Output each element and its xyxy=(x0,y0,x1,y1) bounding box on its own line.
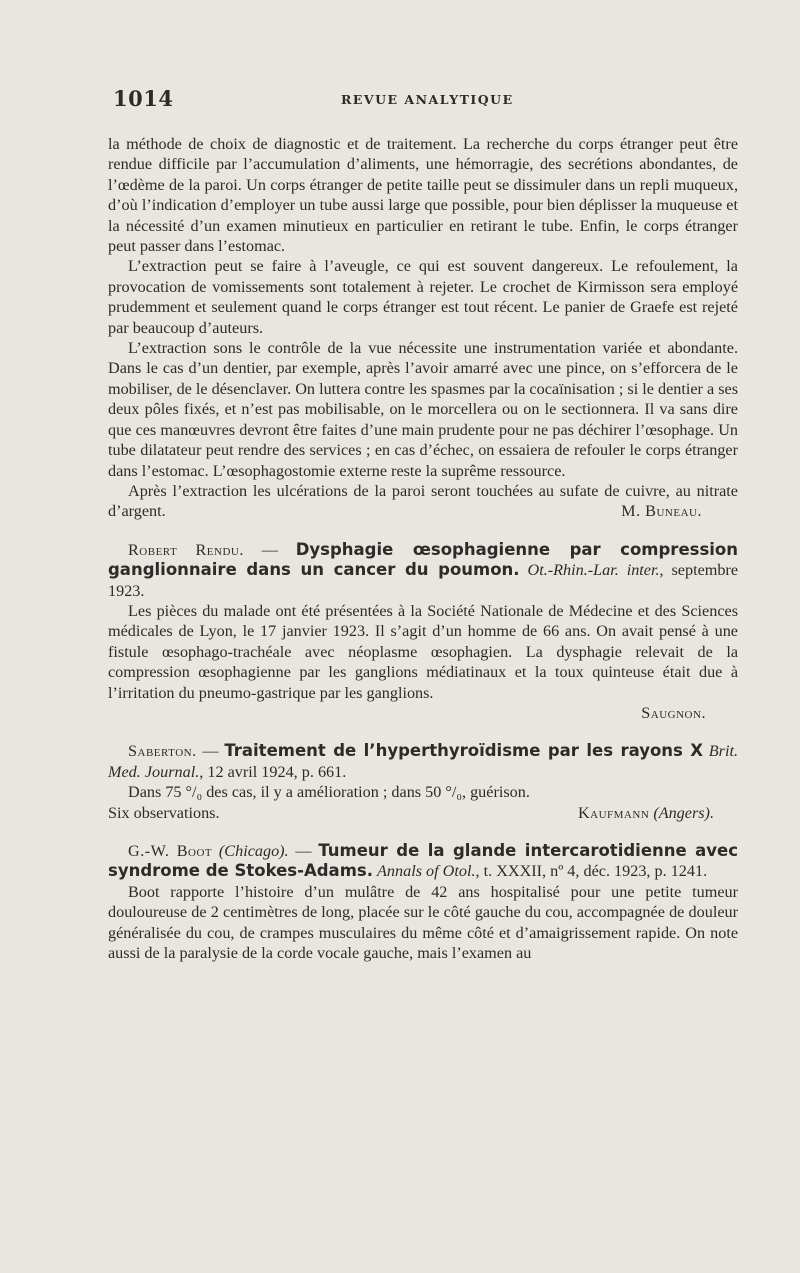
entry-author: Robert Rendu. xyxy=(128,540,244,559)
reviewer-name: Kaufmann xyxy=(577,803,650,822)
entry-body: Dans 75 °/₀ des cas, il y a amélioration ; dans 50 °/₀, guérison. xyxy=(128,783,530,802)
reviewer-place: (Angers). xyxy=(653,803,714,822)
entry-citation: , septembre 1923. xyxy=(108,561,739,600)
review-entry xyxy=(108,841,738,963)
entry-author-place: (Chicago). xyxy=(218,842,289,860)
review-entry xyxy=(108,741,738,823)
entry-closing-line xyxy=(108,803,738,823)
entry-title: Tumeur de la glande intercarotidienne avec syndrome de Stokes-Adams. xyxy=(108,841,739,881)
paragraph-text: Après l’extraction les ulcérations de la paroi seront touchées au sufate de cuivre, au nitrate d’argent. xyxy=(108,481,738,521)
entry-closing: Six observations. xyxy=(108,803,220,822)
continued-review xyxy=(108,134,738,522)
paragraph xyxy=(108,481,738,522)
page-header xyxy=(113,86,723,116)
entry-citation: , 12 avril 1924, p. 661. xyxy=(199,762,347,781)
entry-dash: — xyxy=(196,742,225,761)
entry-journal: Brit. Med. Journal. xyxy=(108,742,739,781)
entry-heading xyxy=(108,540,738,601)
running-head: REVUE ANALYTIQUE xyxy=(341,92,514,107)
entry-body: Boot rapporte l’histoire d’un mulâtre de 42 ans hospitalisé pour une petite tumeur douloureuse de 2 centimètres de long, placée sur le côté gauche du cou, accompagnée de douleur généralisée du cou, de crampes musculaires du même côté et d’amaigrissement rapide. On note aussi de la paralysie de la corde vocale gauche, mais l’examen au xyxy=(108,882,738,963)
entry-heading xyxy=(108,741,738,782)
reviewer-signature: Saugnon. xyxy=(641,703,706,722)
entry-author: Saberton. xyxy=(128,742,197,761)
paragraph: L’extraction sons le contrôle de la vue nécessite une instrumentation variée et abondante. Dans le cas d’un dentier, par exemple, après l’avoir amarré avec une pince, on s’efforcera de le mobiliser, de le désenclaver. On luttera contre les spasmes par la cocaïnisation ; si le dentier a ses deux pôles fixés, et n’est pas mobilisable, on le morcellera ou on le sectionnera. Il va sans dire que ces manœuvres devront être faites d’une main prudente pour ne pas déchirer l’œsophage. Un tube dilatateur peut rendre des services ; en cas d’échec, on essaiera de refouler le corps étranger dans l’estomac. L’œsophagostomie externe reste la suprême ressource. xyxy=(108,339,738,480)
paragraph: la méthode de choix de diagnostic et de traitement. La recherche du corps étranger peut être rendue difficile par l’accumulation d’aliments, une hémorragie, des secrétions abondantes, de l’œdème de la paroi. Un corps étranger de petite taille peut se dissimuler dans un repli muqueux, d’où l’indication d’employer un tube aussi large que possible, pour bien déplisser la muqueuse et la nécessité d’un examen minutieux en particulier en retirant le tube. Enfin, le corps étranger peut passer dans l’estomac. xyxy=(108,135,738,256)
page-body xyxy=(108,134,738,963)
reviewer-signature xyxy=(578,803,738,823)
page-number: 1014 xyxy=(113,86,174,111)
entry-author: G.-W. Boot xyxy=(128,842,213,860)
entry-title: Dysphagie œsophagienne par compression ganglionnaire dans un cancer du poumon. xyxy=(108,539,739,580)
entry-journal: Annals of Otol. xyxy=(377,862,476,881)
entry-dash: — xyxy=(243,540,296,559)
entry-body: Les pièces du malade ont été présentées à la Société Nationale de Médecine et des Sciences médicales de Lyon, le 17 janvier 1923. Il s’agit d’un homme de 66 ans. On avait pensé à une fistule œsophago-trachéale avec néoplasme œsophagien. La dysphagie relevait de la compression œsophagienne par les ganglions médiatinaux et la toux quinteuse était due à l’irritation du pneumo-gastrique par les ganglions. xyxy=(108,601,738,702)
entry-title: Traitement de l’hyperthyroïdisme par les rayons X xyxy=(224,741,704,761)
paragraph: L’extraction peut se faire à l’aveugle, ce qui est souvent dangereux. Le refoulement, la provocation de vomissements sont totalement à rejeter. Le crochet de Kirmisson sera employé prudemment et seulement quand le corps étranger est tout récent. Le panier de Graefe est rejeté par beaucoup d’auteurs. xyxy=(108,257,738,337)
entry-journal: Ot.-Rhin.-Lar. inter. xyxy=(527,561,660,580)
review-entry xyxy=(108,540,738,724)
entry-dash: — xyxy=(288,842,319,860)
reviewer-signature: M. Buneau. xyxy=(621,502,702,521)
entry-citation: , t. XXXII, nº 4, déc. 1923, p. 1241. xyxy=(475,862,708,881)
entry-heading xyxy=(108,841,738,882)
